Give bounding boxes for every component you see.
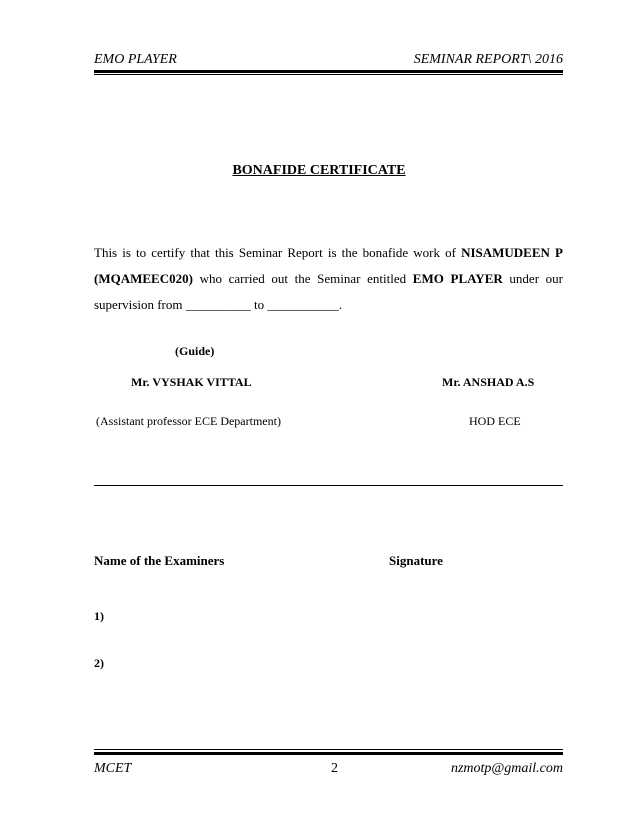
footer-rule-thin [94,749,563,750]
student-id: (MQAMEEC020) [94,271,193,286]
hod-designation: HOD ECE [469,414,521,428]
body-line-3: supervision from __________ to ___________. [94,297,343,312]
guide-designation: (Assistant professor ECE Department) [96,414,281,428]
seminar-title: EMO PLAYER [412,271,503,286]
body-line-2 [94,266,563,292]
header-rule-thick [94,70,563,73]
body-line-2-text: who carried out the Seminar entitled [192,271,413,286]
header-report-year: SEMINAR REPORT\ 2016 [413,52,563,67]
header-rule-thin [94,74,563,75]
body-line-1 [94,240,563,266]
hod-name: Mr. ANSHAD A.S [442,375,535,389]
footer-college: MCET [94,761,132,776]
certificate-body [94,240,563,318]
guide-name: Mr. VYSHAK VITTAL [131,375,252,389]
examiner-item: 2) [94,656,104,670]
guide-label: (Guide) [175,344,215,358]
body-line-2-end: under our [502,271,564,286]
body-line-1-text: This is to certify that this Seminar Report is the bonafide work of [94,245,462,260]
examiners-heading: Name of the Examiners [94,553,225,568]
signature-heading: Signature [389,553,443,568]
certificate-title: BONAFIDE CERTIFICATE [232,163,406,178]
footer-email: nzmotp@gmail.com [450,761,563,776]
header-title: EMO PLAYER [94,52,177,67]
student-name: NISAMUDEEN P [461,245,563,260]
examiner-item: 1) [94,609,104,623]
page-number: 2 [331,761,338,776]
footer-rule-thick [94,752,563,755]
section-divider [94,485,563,486]
